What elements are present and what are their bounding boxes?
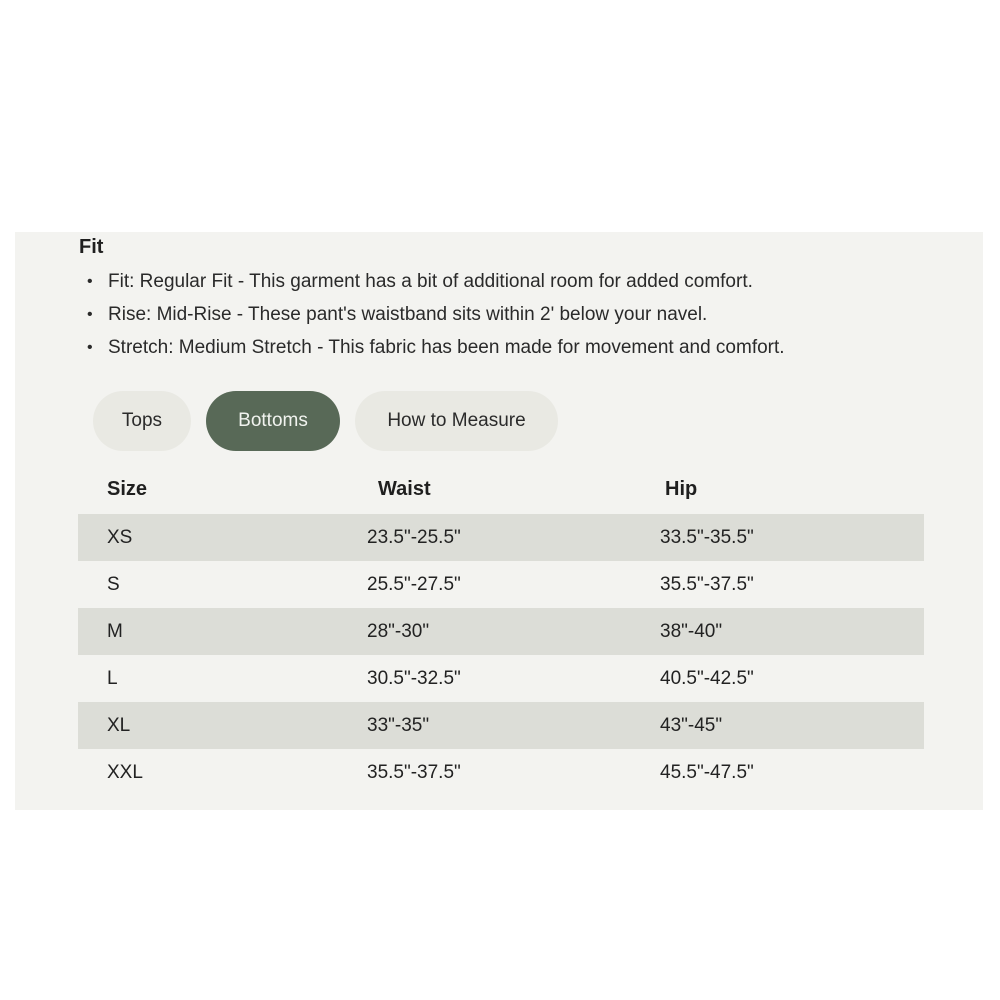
table-row	[78, 514, 924, 561]
hip-cell: 43"-45"	[660, 715, 723, 736]
tab-how-to-measure[interactable]: How to Measure	[355, 391, 558, 451]
tab-bottoms[interactable]: Bottoms	[206, 391, 340, 451]
header-size: Size	[107, 478, 148, 500]
table-row	[78, 749, 924, 796]
bullet-icon: •	[87, 273, 93, 290]
size-cell: XL	[107, 715, 131, 736]
size-cell: XXL	[107, 762, 143, 783]
rise-detail-text: Rise: Mid-Rise - These pant's waistband sits within 2' below your navel.	[108, 304, 708, 325]
rise-detail-item	[79, 298, 785, 331]
waist-cell: 35.5"-37.5"	[367, 762, 461, 783]
header-hip: Hip	[665, 478, 698, 500]
header-waist: Waist	[378, 478, 431, 500]
size-guide-panel	[15, 232, 983, 810]
hip-cell: 38"-40"	[660, 621, 723, 642]
size-cell: M	[107, 621, 123, 642]
size-cell: L	[107, 668, 118, 689]
fit-details-list	[79, 265, 785, 364]
table-row	[78, 655, 924, 702]
hip-cell: 35.5"-37.5"	[660, 574, 754, 595]
tab-tops[interactable]: Tops	[93, 391, 191, 451]
fit-heading: Fit	[79, 236, 104, 258]
hip-cell: 40.5"-42.5"	[660, 668, 754, 689]
bullet-icon: •	[87, 306, 93, 323]
table-row	[78, 561, 924, 608]
bullet-icon: •	[87, 339, 93, 356]
size-cell: S	[107, 574, 120, 595]
size-chart-table	[78, 467, 924, 796]
hip-cell: 33.5"-35.5"	[660, 527, 754, 548]
table-header-row	[78, 467, 924, 514]
table-row	[78, 702, 924, 749]
waist-cell: 30.5"-32.5"	[367, 668, 461, 689]
fit-detail-text: Fit: Regular Fit - This garment has a bit of additional room for added comfort.	[108, 271, 753, 292]
waist-cell: 25.5"-27.5"	[367, 574, 461, 595]
table-row	[78, 608, 924, 655]
waist-cell: 33"-35"	[367, 715, 430, 736]
waist-cell: 23.5"-25.5"	[367, 527, 461, 548]
fit-detail-item	[79, 265, 785, 298]
waist-cell: 28"-30"	[367, 621, 430, 642]
hip-cell: 45.5"-47.5"	[660, 762, 754, 783]
size-cell: XS	[107, 527, 133, 548]
stretch-detail-item	[79, 331, 785, 364]
stretch-detail-text: Stretch: Medium Stretch - This fabric has been made for movement and comfort.	[108, 337, 785, 358]
